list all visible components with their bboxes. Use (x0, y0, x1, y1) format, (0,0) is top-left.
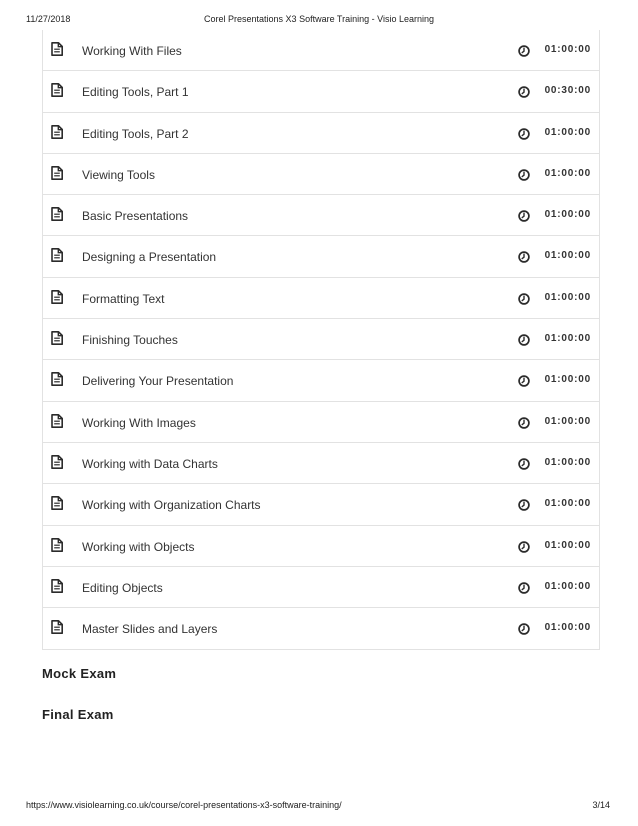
lesson-title[interactable]: Working with Objects (82, 539, 195, 554)
document-icon (51, 455, 63, 469)
clock-icon (518, 127, 530, 139)
lesson-duration: 01:00:00 (544, 622, 591, 634)
lesson-row[interactable] (43, 526, 599, 567)
print-page-title: Corel Presentations X3 Software Training - Visio Learning (204, 14, 434, 24)
document-icon (51, 579, 63, 593)
document-icon (51, 538, 63, 552)
lesson-title[interactable]: Designing a Presentation (82, 250, 217, 265)
lesson-duration: 01:00:00 (544, 291, 591, 303)
lesson-duration: 01:00:00 (544, 498, 591, 510)
document-icon (51, 125, 63, 139)
clock-icon (518, 168, 530, 180)
document-icon (51, 207, 63, 221)
lesson-duration: 01:00:00 (544, 167, 591, 179)
document-icon (51, 414, 63, 428)
lesson-title[interactable]: Finishing Touches (82, 333, 178, 348)
clock-icon (518, 209, 530, 221)
lesson-duration: 01:00:00 (544, 333, 591, 345)
lesson-title[interactable]: Formatting Text (82, 291, 165, 306)
lesson-title[interactable]: Working with Data Charts (82, 456, 218, 471)
lesson-duration: 01:00:00 (544, 539, 591, 551)
lesson-duration: 01:00:00 (544, 44, 591, 55)
lesson-duration: 01:00:00 (544, 580, 591, 592)
lesson-row[interactable] (43, 30, 599, 71)
lesson-row[interactable] (43, 567, 599, 608)
document-icon (51, 166, 63, 180)
lesson-row[interactable] (43, 195, 599, 236)
lesson-row[interactable] (43, 236, 599, 277)
lesson-title[interactable]: Working With Images (82, 415, 196, 430)
document-icon (51, 620, 63, 634)
lesson-duration: 01:00:00 (544, 456, 591, 468)
lesson-duration: 01:00:00 (544, 250, 591, 262)
lesson-title[interactable]: Editing Tools, Part 2 (82, 126, 189, 141)
lesson-row[interactable] (43, 278, 599, 319)
clock-icon (518, 333, 530, 345)
lesson-row[interactable] (43, 360, 599, 401)
lesson-duration: 01:00:00 (544, 126, 591, 138)
lesson-title[interactable]: Working with Organization Charts (82, 498, 261, 513)
lesson-title[interactable]: Editing Tools, Part 1 (82, 85, 189, 100)
lesson-title[interactable]: Master Slides and Layers (82, 622, 218, 637)
clock-icon (518, 374, 530, 386)
clock-icon (518, 416, 530, 428)
lesson-title[interactable]: Viewing Tools (82, 167, 155, 182)
lesson-row[interactable] (43, 402, 599, 443)
lesson-row[interactable] (43, 319, 599, 360)
lesson-duration: 01:00:00 (544, 374, 591, 386)
document-icon (51, 496, 63, 510)
document-icon (51, 372, 63, 386)
print-header (0, 14, 638, 26)
clock-icon (518, 457, 530, 469)
document-icon (51, 42, 63, 56)
clock-icon (518, 622, 530, 634)
lesson-duration: 01:00:00 (544, 415, 591, 427)
clock-icon (518, 250, 530, 262)
lesson-title[interactable]: Working With Files (82, 44, 182, 58)
page-number: 3/14 (592, 800, 610, 810)
clock-icon (518, 44, 530, 56)
lesson-row[interactable] (43, 113, 599, 154)
clock-icon (518, 498, 530, 510)
lesson-duration: 00:30:00 (544, 85, 591, 97)
document-icon (51, 290, 63, 304)
lesson-row[interactable] (43, 71, 599, 112)
document-icon (51, 83, 63, 97)
print-url: https://www.visiolearning.co.uk/course/corel-presentations-x3-software-training/ (26, 800, 342, 810)
lesson-title[interactable]: Basic Presentations (82, 209, 189, 224)
lesson-row[interactable] (43, 154, 599, 195)
lesson-list (42, 30, 600, 650)
clock-icon (518, 540, 530, 552)
clock-icon (518, 85, 530, 97)
clock-icon (518, 581, 530, 593)
lesson-row[interactable] (43, 484, 599, 525)
final-exam-heading[interactable]: Final Exam (42, 707, 114, 722)
document-icon (51, 331, 63, 345)
lesson-title[interactable]: Delivering Your Presentation (82, 374, 234, 389)
lesson-duration: 01:00:00 (544, 209, 591, 221)
lesson-row[interactable] (43, 443, 599, 484)
lesson-title[interactable]: Editing Objects (82, 580, 163, 595)
mock-exam-heading[interactable]: Mock Exam (42, 666, 117, 681)
clock-icon (518, 292, 530, 304)
print-date: 11/27/2018 (26, 14, 71, 24)
document-icon (51, 248, 63, 262)
print-footer (0, 800, 638, 812)
lesson-row[interactable] (43, 608, 599, 649)
